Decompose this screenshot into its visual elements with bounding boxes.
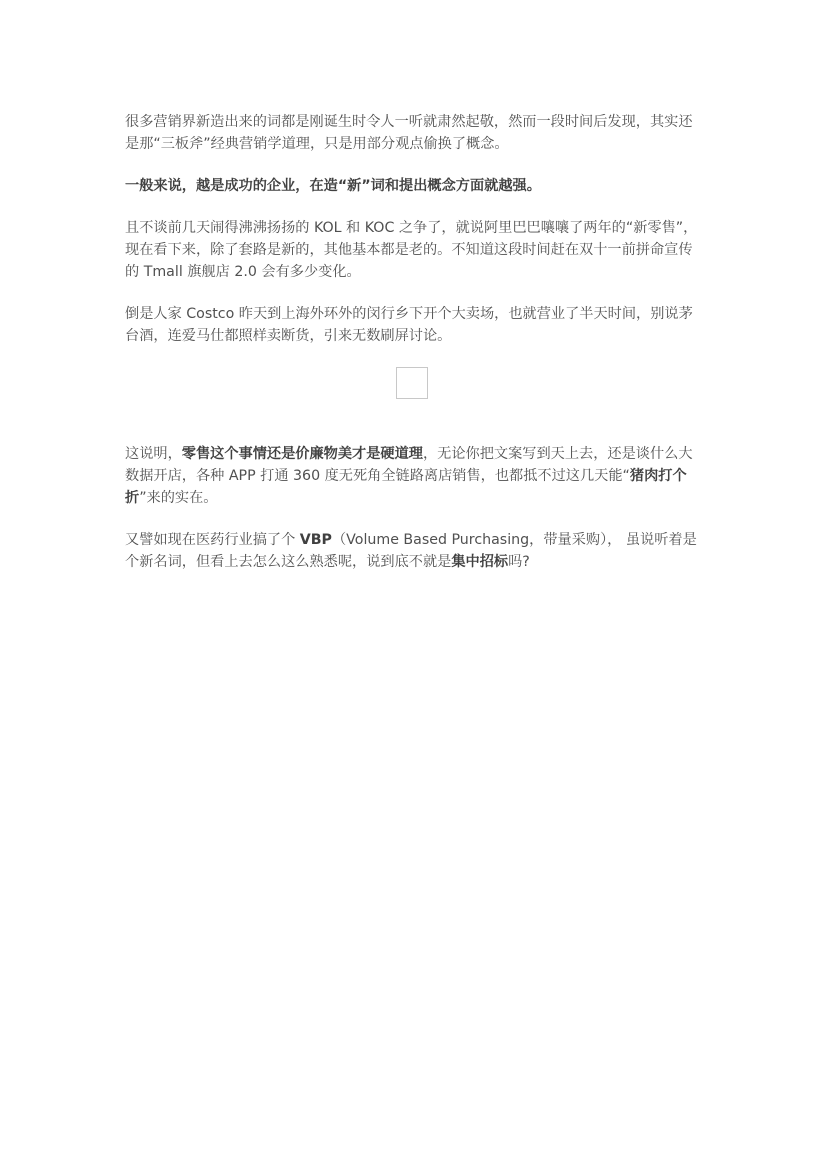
image-spacer — [125, 399, 705, 443]
paragraph-5-bold1: 零售这个事情还是价廉物美才是硬道理 — [181, 446, 423, 462]
paragraph-6-bold2: 集中招标 — [451, 554, 509, 570]
paragraph-6-part2: （Volume Based Purchasing，带量采购）， 虽说听着是个新名词，但看上去怎么这么熟悉呢，说到底不就是 — [125, 532, 697, 570]
article-body — [125, 111, 705, 593]
paragraph-1 — [125, 111, 705, 155]
paragraph-4 — [125, 303, 705, 347]
paragraph-3 — [125, 217, 705, 283]
paragraph-3-text: 且不谈前几天闹得沸沸扬扬的 KOL 和 KOC 之争了，就说阿里巴巴嚷嚷了两年的“新零售”，现在看下来，除了套路是新的，其他基本都是老的。不知道这段时间赶在双十一前拼命宣传的 Tmall 旗舰店 2.0 会有多少变化。 — [125, 220, 698, 280]
paragraph-4-text: 倒是人家 Costco 昨天到上海外环外的闵行乡下开个大卖场，也就营业了半天时间，别说茅台酒，连爱马仕都照样卖断货，引来无数刷屏讨论。 — [125, 306, 693, 344]
paragraph-2-bold-text: 一般来说，越是成功的企业，在造“新”词和提出概念方面就越强。 — [125, 178, 541, 194]
paragraph-6-bold1: VBP — [299, 532, 332, 548]
paragraph-5-bold2: 猪肉打个折 — [125, 468, 687, 506]
paragraph-2 — [125, 175, 705, 197]
paragraph-6 — [125, 529, 705, 573]
paragraph-6-part1: 又譬如现在医药行业搞了个 — [125, 532, 300, 548]
image-placeholder-icon — [396, 367, 428, 399]
paragraph-5 — [125, 443, 705, 509]
paragraph-5-part2: ，无论你把文案写到天上去，还是谈什么大数据开店，各种 APP 打通 360 度无死角全链路离店销售，也都抵不过这几天能“ — [125, 446, 693, 484]
paragraph-6-part3: 吗? — [508, 554, 530, 570]
paragraph-1-text: 很多营销界新造出来的词都是刚诞生时令人一听就肃然起敬，然而一段时间后发现，其实还是那“三板斧”经典营销学道理，只是用部分观点偷换了概念。 — [125, 114, 693, 152]
paragraph-5-part3: ”来的实在。 — [139, 490, 218, 506]
paragraph-5-part1: 这说明， — [125, 446, 182, 462]
